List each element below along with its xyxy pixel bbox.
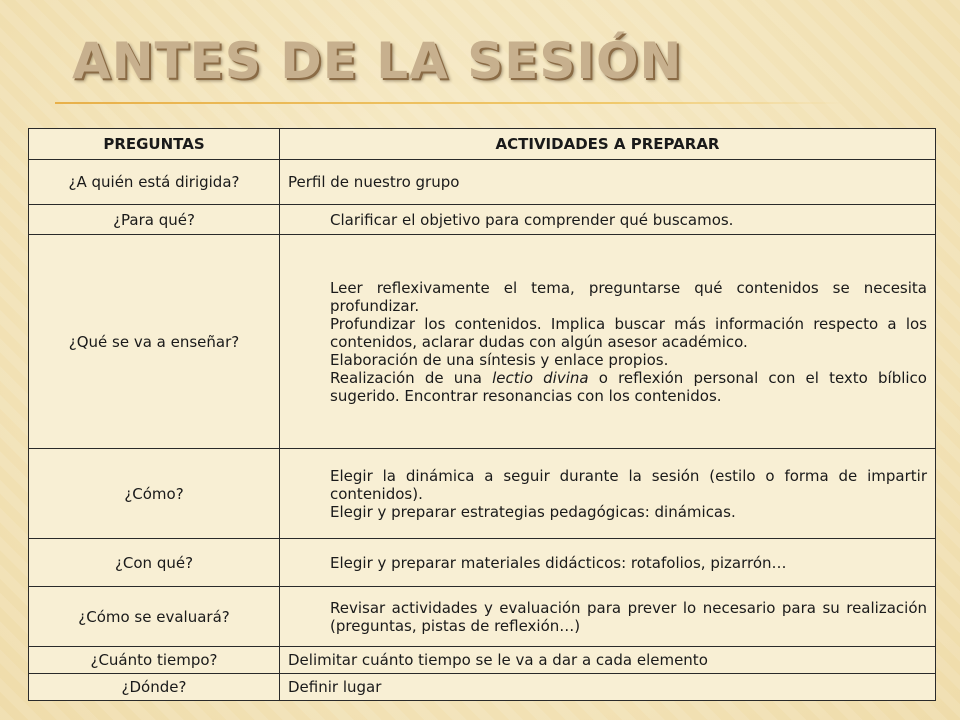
table-header-row — [29, 129, 936, 160]
activity-line: Profundizar los contenidos. Implica buscar más información respecto a los contenidos, aclarar dudas con algún asesor académico. — [330, 314, 927, 351]
title-underline — [55, 102, 845, 104]
table-row — [29, 539, 936, 587]
preparation-table — [28, 128, 936, 701]
activity-cell: Definir lugar — [280, 674, 936, 701]
activity-emphasis: lectio divina — [492, 368, 589, 387]
activity-line — [330, 369, 927, 405]
activity-cell: Delimitar cuánto tiempo se le va a dar a cada elemento — [280, 647, 936, 674]
table-row — [29, 205, 936, 235]
activity-line: Leer reflexivamente el tema, preguntarse qué contenidos se necesita profundizar. — [330, 278, 927, 315]
activity-cell: Elegir y preparar materiales didácticos: rotafolios, pizarrón… — [280, 539, 936, 587]
question-cell: ¿Para qué? — [29, 205, 280, 235]
activity-text: o reflexión personal con el texto bíblico sugerido. Encontrar resonancias con los contenidos. — [330, 368, 927, 405]
activity-line: Elegir la dinámica a seguir durante la sesión (estilo o forma de impartir contenidos). — [330, 466, 927, 503]
question-cell: ¿Cómo se evaluará? — [29, 587, 280, 647]
question-cell: ¿A quién está dirigida? — [29, 160, 280, 205]
question-cell: ¿Cuánto tiempo? — [29, 647, 280, 674]
header-actividades: ACTIVIDADES A PREPARAR — [280, 129, 936, 160]
table-row — [29, 647, 936, 674]
table-row — [29, 587, 936, 647]
table-row — [29, 160, 936, 205]
header-preguntas: PREGUNTAS — [29, 129, 280, 160]
question-cell: ¿Con qué? — [29, 539, 280, 587]
table-row — [29, 449, 936, 539]
activity-cell: Revisar actividades y evaluación para prever lo necesario para su realización (preguntas, pistas de reflexión…) — [280, 587, 936, 647]
activity-cell: Clarificar el objetivo para comprender qué buscamos. — [280, 205, 936, 235]
activity-cell — [280, 235, 936, 449]
slide-title: ANTES DE LA SESIÓN — [72, 32, 683, 90]
activity-line: Elegir y preparar estrategias pedagógicas: dinámicas. — [330, 502, 736, 521]
activity-cell: Perfil de nuestro grupo — [280, 160, 936, 205]
question-cell: ¿Dónde? — [29, 674, 280, 701]
question-cell: ¿Cómo? — [29, 449, 280, 539]
activity-text: Realización de una — [330, 368, 493, 387]
question-cell: ¿Qué se va a enseñar? — [29, 235, 280, 449]
activity-line: Elaboración de una síntesis y enlace propios. — [330, 350, 669, 369]
table-row — [29, 235, 936, 449]
table-row — [29, 674, 936, 701]
activity-cell — [280, 449, 936, 539]
